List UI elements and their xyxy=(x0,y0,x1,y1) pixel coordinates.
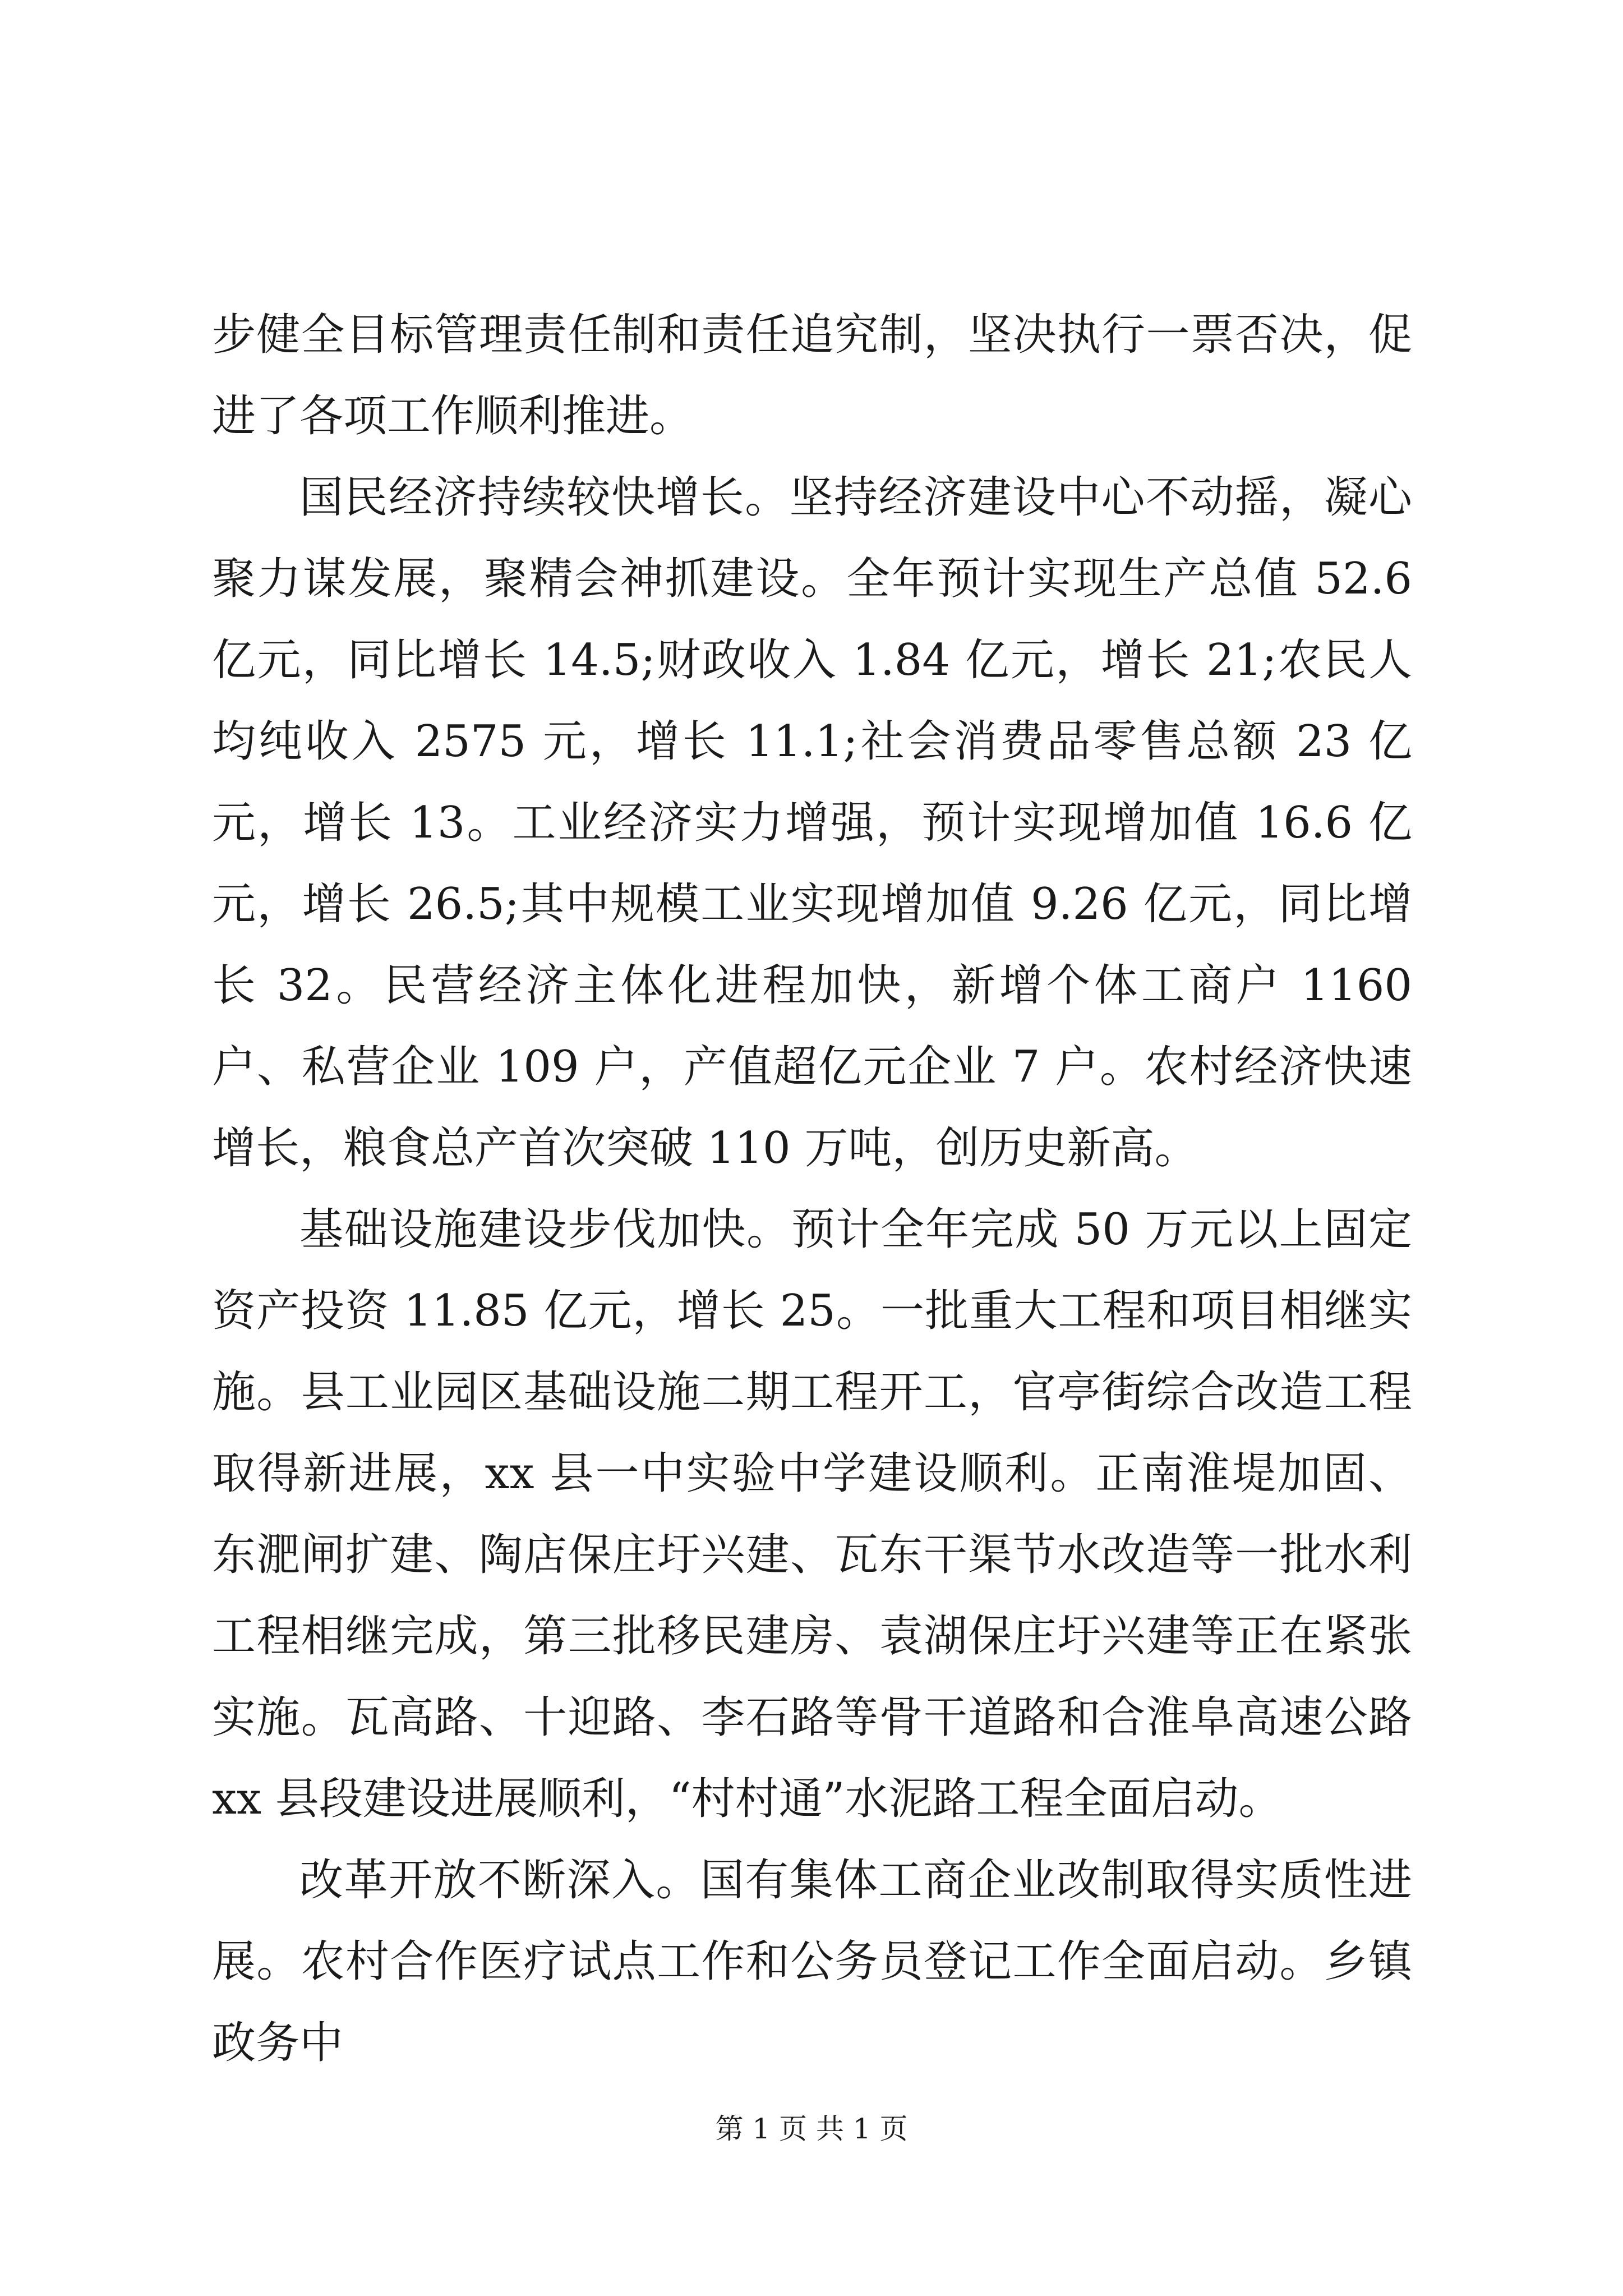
paragraph-reform: 改革开放不断深入。国有集体工商企业改制取得实质性进展。农村合作医疗试点工作和公务员登记工作全面启动。乡镇政务中 xyxy=(212,1855,1412,2068)
paragraph-continuation: 步健全目标管理责任制和责任追究制，坚决执行一票否决，促进了各项工作顺利推进。 xyxy=(212,310,1412,441)
paragraph-infrastructure: 基础设施建设步伐加快。预计全年完成 50 万元以上固定资产投资 11.85 亿元，增长 25。一批重大工程和项目相继实施。县工业园区基础设施二期工程开工，官亭街综合改造工程取得新进展，xx 县一中实验中学建设顺利。正南淮堤加固、东淝闸扩建、陶店保庄圩兴建、瓦东干渠节水改造等一批水利工程相继完成，第三批移民建房、袁湖保庄圩兴建等正在紧张实施。瓦高路、十迎路、李石路等骨干道路和合淮阜高速公路 xx 县段建设进展顺利，“村村通”水泥路工程全面启动。 xyxy=(212,1204,1412,1824)
page-footer: 第 1 页 共 1 页 xyxy=(715,2113,908,2145)
document-body xyxy=(212,295,1412,2084)
paragraph-economy: 国民经济持续较快增长。坚持经济建设中心不动摇，凝心聚力谋发展，聚精会神抓建设。全年预计实现生产总值 52.6 亿元，同比增长 14.5;财政收入 1.84 亿元，增长 21;农民人均纯收入 2575 元，增长 11.1;社会消费品零售总额 23 亿元，增长 13。工业经济实力增强，预计实现增加值 16.6 亿元，增长 26.5;其中规模工业实现增加值 9.26 亿元，同比增长 32。民营经济主体化进程加快，新增个体工商户 1160 户、私营企业 109 户，产值超亿元企业 7 户。农村经济快速增长，粮食总产首次突破 110 万吨，创历史新高。 xyxy=(212,472,1412,1174)
